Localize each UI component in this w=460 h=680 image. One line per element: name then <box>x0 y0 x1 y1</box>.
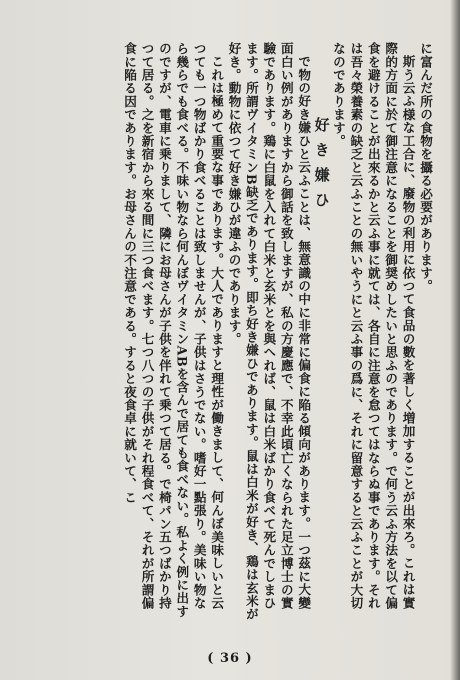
page-number: ( 36 ) <box>207 651 253 666</box>
paragraph: 斯う云ふ様な工合に、廢物の利用に依つて食品の數を著しく増加することが出來ろ。これは實際的方面に於て御注意になることを御奨めしたいと思ふのであります。で何う云ふ方法を以て偏食を避けることが出來るかと云ふ事に就ては、各自に注意を怠つてはならぬ事であります。それは吾々榮養素の缺乏と云ふことの無いやうにと云ふ事の爲に、それに留意すると云ふことが大切なのであります。 <box>330 42 416 610</box>
paragraph: に富んだ所の食物を攝る必要があります。 <box>418 42 433 293</box>
vertical-text-body <box>44 42 434 622</box>
paragraph: で物の好き嫌ひと云ふことは、無意識の中に非常に偏食に陥る傾向があります。一つ茲に大變面白い例がありますから御話を致しますが、私の方慶應で、不幸此頃亡くなられた足立博士の實驗であります。鶏に白鼠を入れて白米と玄米とを與へれば、鼠は白米ばかり食べて死んでしまひます。所謂ヴイタミンB缺乏であります。即ち好き嫌ひであります。鼠は白米が好き、鶏は玄米が好き。動物に依つて好き嫌ひが違ふのであります。 <box>226 42 312 621</box>
section-heading: 好き嫌ひ <box>312 117 331 217</box>
paragraph: これは極めて重要な事であります。大人でありますと理性が働きまして、何んぼ美味しいと云つても一つ物ばかり食べることは致しませんが、子供はさうでない。嗜好一點張り。美味い物なら幾らでも食べる。不味い物なら何んぼヴイタミンABを含んで居ても食べない。私よく例に出すのですが、電車に乗りまして、隣にお母さんが子供を伴れて乗つて居る。で椅パン五つばかり持つて居る。之を新宿から來る間に三つ食べます。七つ八つの子供がそれ程食べて、それが所謂偏食に陥る因であります。お母さんの不注意である。すると夜食卓に就いて、こ <box>122 42 225 619</box>
scan-shadow-edge <box>450 0 460 680</box>
